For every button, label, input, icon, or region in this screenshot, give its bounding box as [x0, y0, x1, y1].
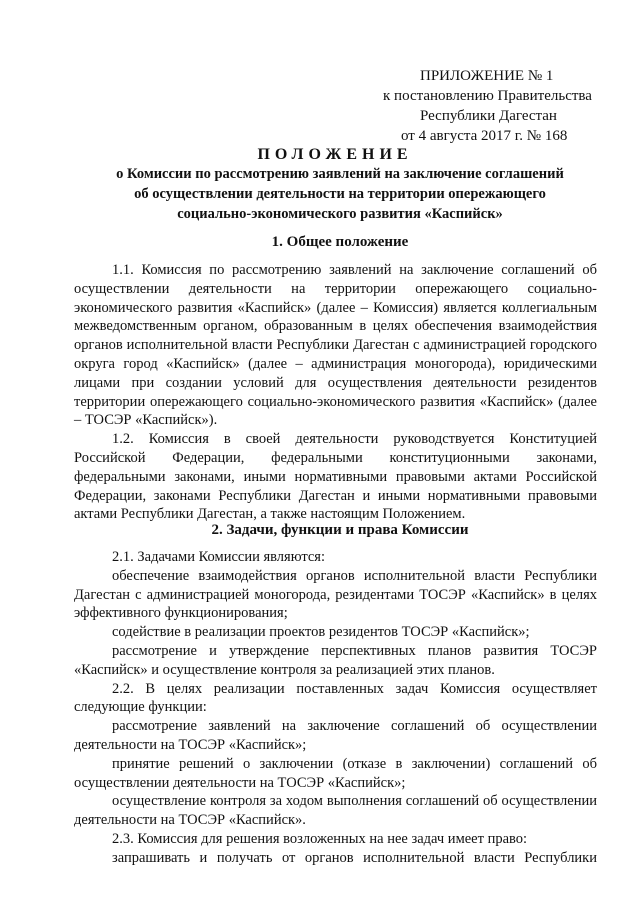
section-1-body — [74, 261, 597, 524]
paragraph-task-interaction: обеспечение взаимодействия органов исполнительной власти Республики Дагестан с администрацией моногорода, резидентами ТОСЭР «Каспийск» в целях эффективного функционирования; — [74, 567, 597, 622]
paragraph-task-support: содействие в реализации проектов резидентов ТОСЭР «Каспийск»; — [112, 624, 530, 641]
paragraph-task-plans: рассмотрение и утверждение перспективных планов развития ТОСЭР «Каспийск» и осуществление контроля за реализацией этих планов. — [74, 642, 597, 678]
appendix-region-line: Республики Дагестан — [420, 108, 557, 124]
document-subtitle — [70, 164, 610, 224]
section-2-heading: 2. Задачи, функции и права Комиссии — [211, 522, 469, 538]
paragraph-2-1: 2.1. Задачами Комиссии являются: — [112, 549, 325, 565]
appendix-header — [360, 66, 620, 146]
paragraph-function-control: осуществление контроля за ходом выполнения соглашений об осуществлении деятельности на ТОСЭР «Каспийск». — [74, 793, 597, 829]
paragraph-1-1: 1.1. Комиссия по рассмотрению заявлений на заключение соглашений об осуществлении деятельности на территории опережающего социально-экономического развития «Каспийск» (далее – Комиссия) является коллегиальным межведомственным органом, образованным в целях обеспечения взаимодействия органов исполнительной власти Республики Дагестан с администрацией городского округа город «Каспийск» (далее – администрация моногорода), юридическими лицами при создании условий для осуществления деятельности резидентов территории опережающего социально-экономического развития «Каспийск» (далее – ТОСЭР «Каспийск»). — [74, 262, 597, 429]
paragraph-right-request: запрашивать и получать от органов исполнительной власти Республики — [112, 849, 597, 866]
appendix-decree-line: к постановлению Правительства — [383, 88, 592, 104]
subtitle-line: социально-экономического развития «Каспийск» — [177, 206, 503, 222]
appendix-date-line: от 4 августа 2017 г. № 168 — [401, 128, 568, 144]
paragraph-function-decision: принятие решений о заключении (отказе в заключении) соглашений об осуществлении деятельности на ТОСЭР «Каспийск»; — [74, 755, 597, 791]
appendix-number: ПРИЛОЖЕНИЕ № 1 — [420, 68, 554, 84]
document-title: ПОЛОЖЕНИЕ — [257, 146, 413, 163]
paragraph-1-2: 1.2. Комиссия в своей деятельности руководствуется Конституцией Российской Федерации, федеральными конституционными законами, федеральными законами, иными нормативными правовыми актами Российской Федерации, законами Республики Дагестан и иными нормативными правовыми актами Республики Дагестан, а также настоящим Положением. — [74, 431, 597, 523]
paragraph-function-review: рассмотрение заявлений на заключение соглашений об осуществлении деятельности на ТОСЭР «Каспийск»; — [74, 718, 597, 753]
subtitle-line: о Комиссии по рассмотрению заявлений на заключение соглашений — [116, 166, 564, 182]
section-1-heading: 1. Общее положение — [271, 234, 409, 250]
section-2-body — [74, 548, 597, 868]
paragraph-2-2: 2.2. В целях реализации поставленных задач Комиссия осуществляет следующие функции: — [74, 680, 597, 716]
paragraph-2-3: 2.3. Комиссия для решения возложенных на нее задач имеет право: — [112, 830, 528, 847]
subtitle-line: об осуществлении деятельности на территории опережающего — [134, 186, 546, 202]
